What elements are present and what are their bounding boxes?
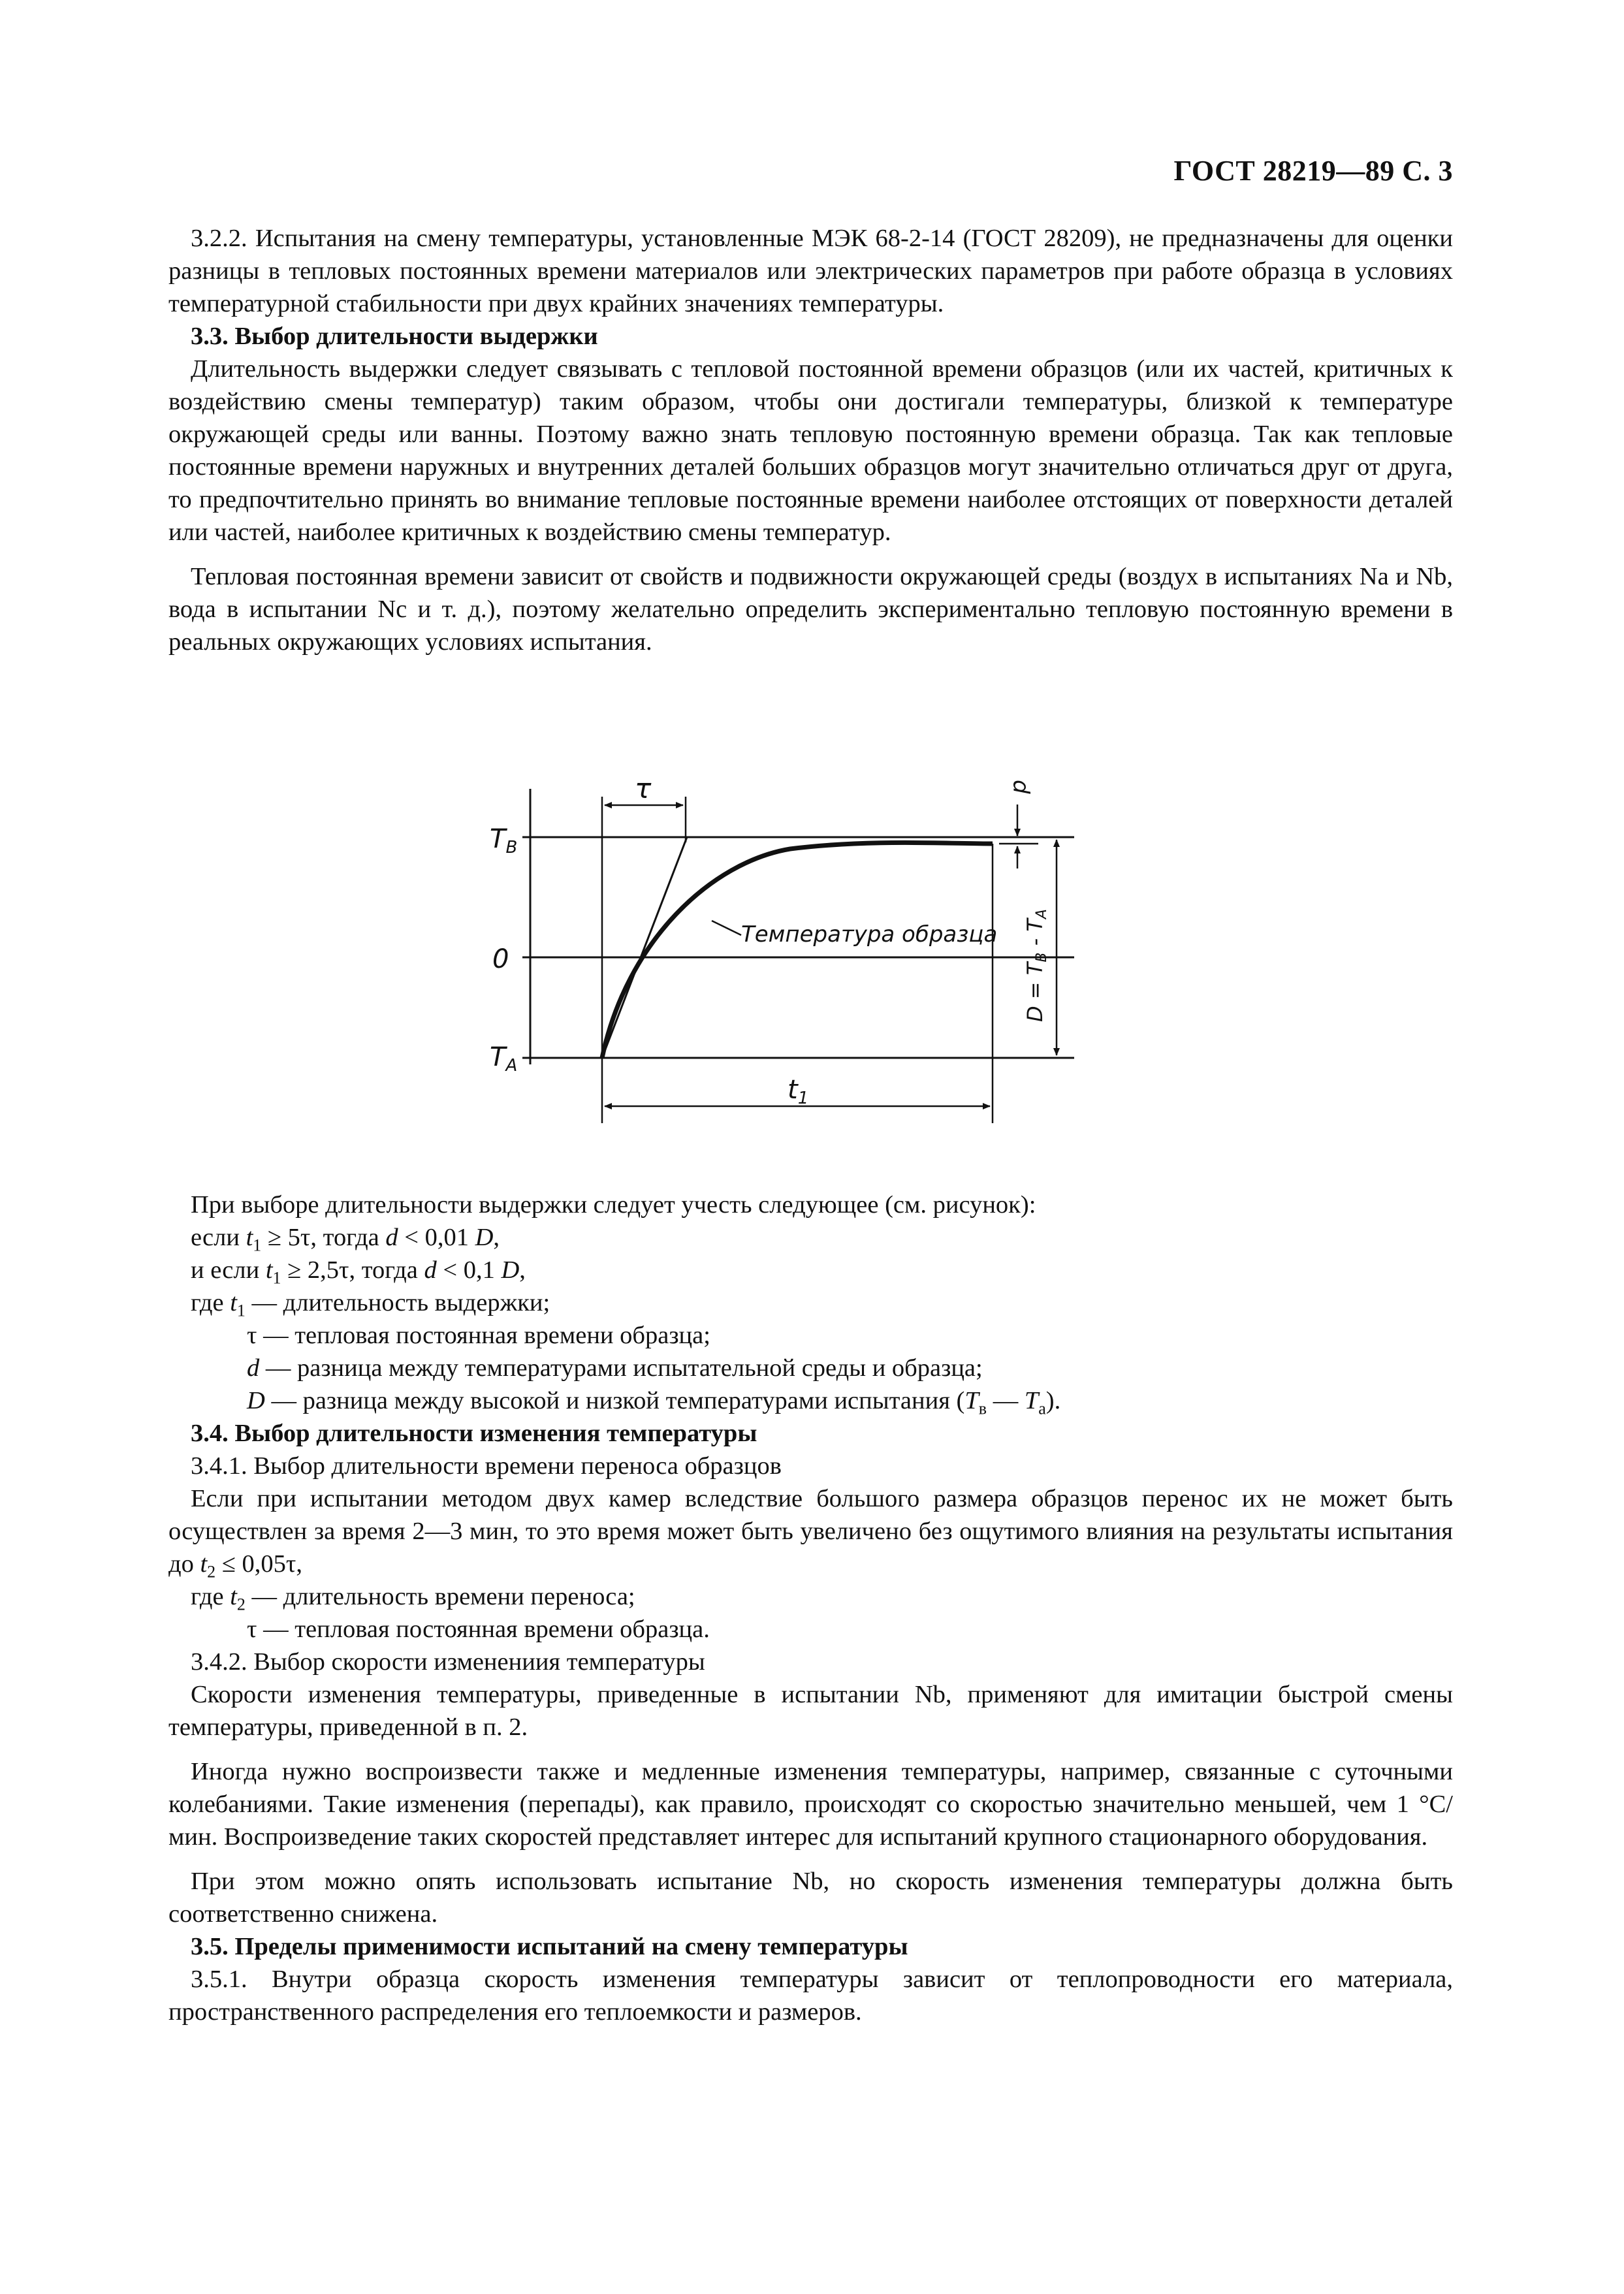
where-tau-2: τ — тепловая постоянная времени образца. bbox=[247, 1616, 710, 1643]
choice-intro: При выборе длительности выдержки следует учесть следующее (см. рисунок): bbox=[191, 1191, 1036, 1219]
where-t1: где $t_1$ — длительность выдержки; bbox=[191, 1289, 550, 1320]
label-tau: τ bbox=[635, 773, 652, 804]
heading-3-4: 3.4. Выбор длительности изменения температуры bbox=[191, 1420, 757, 1447]
paragraph-3-5-1: 3.5.1. Внутри образца скорость изменения температуры зависит от теплопроводности его материала, пространственного распределения его теплоемкости и размеров. bbox=[168, 1966, 1453, 2026]
heading-3-4-2: 3.4.2. Выбор скорости изменениия температуры bbox=[191, 1648, 705, 1676]
curve-label-leader bbox=[712, 921, 741, 935]
paragraph-3-4-1: Если при испытании методом двух камер вследствие большого размера образцов перенос их не может быть осуществлен за время 2—3 мин, то это время может быть увеличено без ощутимого влияния на результаты испытания до $t_2 \le 0,05\tau$, bbox=[168, 1485, 1453, 1582]
condition-1: если $t_1 \ge 5\tau$, тогда d < 0,01 D, bbox=[191, 1224, 500, 1255]
curve-label: Температура образца bbox=[741, 921, 998, 948]
paragraph-3-3-b: Тепловая постоянная времени зависит от свойств и подвижности окружающей среды (воздух в испытаниях Na и Nb, вода в испытании Nc и т. д.), поэтому желательно определить экспериментально тепловую постоянную времени в реальных окружающих условиях испытания. bbox=[168, 563, 1453, 656]
label-zero: 0 bbox=[492, 944, 509, 974]
label-d: d bbox=[1008, 780, 1034, 794]
where-d: d — разница между температурами испытательной среды и образца; bbox=[247, 1354, 983, 1382]
where-tau: τ — тепловая постоянная времени образца; bbox=[247, 1322, 710, 1349]
where-t2: где $t_2$ — длительность времени переноса; bbox=[191, 1583, 635, 1614]
page-header: ГОСТ 28219—89 С. 3 bbox=[1173, 155, 1453, 187]
label-t1: $t_1$ bbox=[788, 1075, 809, 1108]
text-block-lower bbox=[168, 1188, 1453, 2028]
heading-3-3: 3.3. Выбор длительности выдержки bbox=[191, 323, 598, 350]
time-constant-figure bbox=[451, 771, 1091, 1136]
temperature-curve-diagram bbox=[451, 771, 1091, 1136]
paragraph-3-4-2-c: При этом можно опять использовать испытание Nb, но скорость изменения температуры должна быть соответственно снижена. bbox=[168, 1868, 1453, 1928]
paragraph-3-2-2: 3.2.2. Испытания на смену температуры, установленные МЭК 68-2-14 (ГОСТ 28209), не предназначены для оценки разницы в тепловых постоянных времени материалов или электрических параметров при работе образца в условиях температурной стабильности при двух крайних значениях температуры. bbox=[168, 225, 1453, 317]
label-big-d: D = TB - TA bbox=[1023, 909, 1050, 1022]
heading-3-4-1: 3.4.1. Выбор длительности времени переноса образцов bbox=[191, 1452, 782, 1480]
condition-2: и если $t_1 \ge 2,5\tau$, тогда d < 0,1 D, bbox=[191, 1256, 526, 1288]
paragraph-3-3-a: Длительность выдержки следует связывать с тепловой постоянной времени образцов (или их частей, критичных к воздействию смены температур) таким образом, чтобы они достигали температуры, близкой к температуре окружающей среды или ванны. Поэтому важно знать тепловую постоянную времени образца. Так как тепловые постоянные времени наружных и внутренних деталей больших образцов могут значительно отличаться друг от друга, то предпочтительно принять во внимание тепловые постоянные времени наиболее отстоящих от поверхности деталей или частей, наиболее критичных к воздействию смены температур. bbox=[168, 355, 1453, 546]
paragraph-3-4-2-a: Скорости изменения температуры, приведенные в испытании Nb, применяют для имитации быстрой смены температуры, приведенной в п. 2. bbox=[168, 1681, 1453, 1741]
label-tb: $T_B$ bbox=[490, 824, 518, 857]
label-ta: $T_A$ bbox=[490, 1042, 518, 1075]
where-big-d: D — разница между высокой и низкой температурами испытания ($T_в$ — $T_а$). bbox=[247, 1387, 1061, 1418]
heading-3-5: 3.5. Пределы применимости испытаний на смену температуры bbox=[191, 1933, 908, 1960]
tangent-line bbox=[602, 837, 687, 1058]
text-block-upper bbox=[168, 222, 1453, 658]
temperature-curve bbox=[602, 842, 993, 1058]
paragraph-3-4-2-b: Иногда нужно воспроизвести также и медленные изменения температуры, например, связанные с суточными колебаниями. Такие изменения (перепады), как правило, происходят со скоростью значительно меньшей, чем 1 °С/мин. Воспроизведение таких скоростей представляет интерес для испытаний крупного стационарного оборудования. bbox=[168, 1758, 1453, 1851]
